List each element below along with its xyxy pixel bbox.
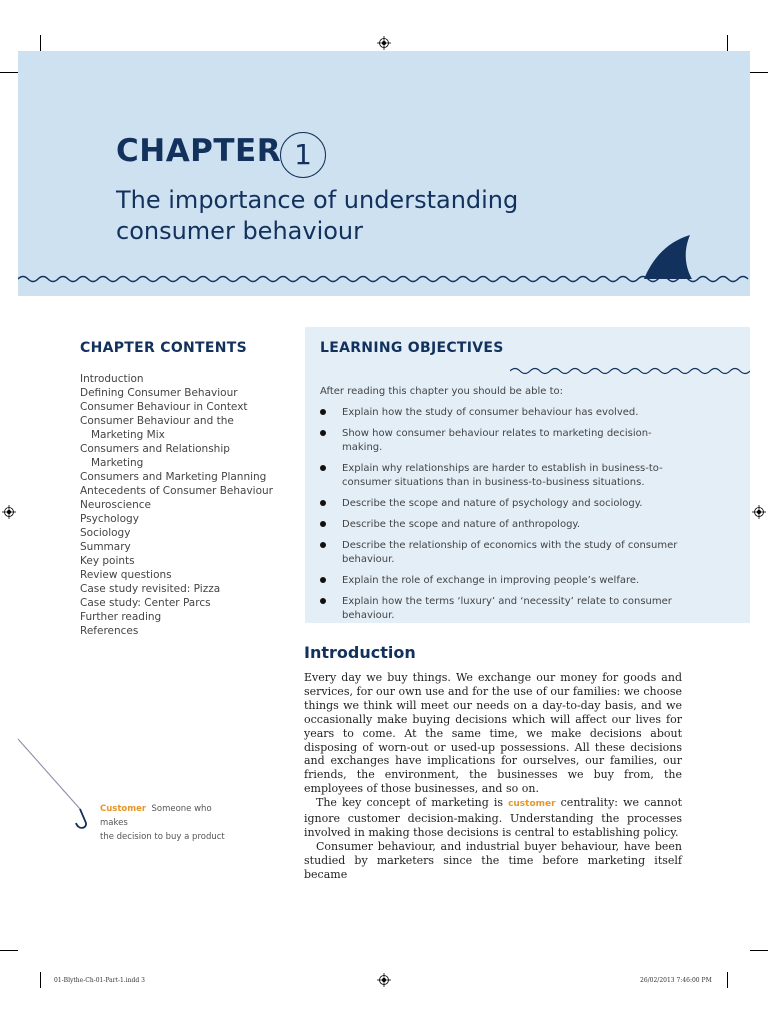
introduction-body bbox=[304, 671, 682, 882]
objective-text: Explain how the study of consumer behaviour has evolved. bbox=[342, 407, 639, 418]
contents-item[interactable]: Consumers and Relationship bbox=[80, 443, 230, 455]
registration-mark-icon bbox=[752, 505, 766, 519]
paragraph-text: centrality: we cannot ignore customer decision-making. Understanding the processes involved in making those decisions is central to establishing policy. bbox=[304, 796, 682, 839]
bullet-icon bbox=[320, 409, 326, 415]
registration-mark-icon bbox=[2, 505, 16, 519]
objective-text: Describe the scope and nature of anthropology. bbox=[342, 519, 581, 530]
crop-mark bbox=[727, 972, 728, 988]
contents-item[interactable]: Antecedents of Consumer Behaviour bbox=[80, 485, 273, 497]
keyword-customer[interactable]: customer bbox=[508, 799, 556, 810]
chapter-title-line: consumer behaviour bbox=[116, 217, 363, 245]
chapter-number: 1 bbox=[280, 132, 326, 178]
contents-item[interactable]: Key points bbox=[80, 555, 135, 567]
objective-text: Explain why relationships are harder to establish in business-to-consumer situations than in business-to-business situations. bbox=[342, 463, 663, 488]
contents-item[interactable]: Case study revisited: Pizza bbox=[80, 583, 221, 595]
chapter-title bbox=[116, 185, 636, 247]
contents-item[interactable]: Consumer Behaviour in Context bbox=[80, 401, 248, 413]
crop-mark bbox=[40, 35, 41, 51]
shark-fin-icon bbox=[640, 233, 696, 281]
objective-text: Explain the role of exchange in improving people’s welfare. bbox=[342, 575, 640, 586]
bullet-icon bbox=[320, 430, 326, 436]
crop-mark bbox=[40, 972, 41, 988]
contents-list bbox=[80, 372, 290, 638]
bullet-icon bbox=[320, 598, 326, 604]
crop-mark bbox=[750, 950, 768, 951]
crop-mark bbox=[0, 72, 18, 73]
introduction-heading: Introduction bbox=[304, 643, 416, 662]
objective-text: Show how consumer behaviour relates to marketing decision-making. bbox=[342, 428, 652, 453]
objective-text: Explain how the terms ‘luxury’ and ‘necessity’ relate to consumer behaviour. bbox=[342, 596, 672, 621]
objective-item bbox=[320, 497, 690, 511]
contents-item[interactable]: Defining Consumer Behaviour bbox=[80, 387, 238, 399]
objective-item bbox=[320, 539, 690, 567]
registration-mark-icon bbox=[377, 36, 391, 50]
objective-item bbox=[320, 427, 690, 455]
crop-mark bbox=[0, 950, 18, 951]
contents-item[interactable]: Psychology bbox=[80, 513, 139, 525]
chapter-title-line: The importance of understanding bbox=[116, 186, 519, 214]
definition-text: the decision to buy a product bbox=[100, 832, 225, 842]
body-paragraph bbox=[304, 796, 682, 840]
bullet-icon bbox=[320, 521, 326, 527]
definition-text: Someone who makes bbox=[100, 804, 212, 828]
learning-objectives-panel bbox=[305, 327, 750, 623]
chapter-label: CHAPTER bbox=[116, 133, 282, 169]
contents-item[interactable]: Further reading bbox=[80, 611, 162, 623]
body-paragraph: Every day we buy things. We exchange our money for goods and services, for our own use and for the use of our families: we choose things we think will meet our needs on a day-to-day basis, and we occasionally make buying decisions which will affect our lives for years to come. At the same time, we make decisions about disposing of worn-out or used-up possessions. All these decisions and exchanges have implications for ourselves, our families, our friends, the environment, the businesses we buy from, the employees of those businesses, and so on. bbox=[304, 671, 682, 796]
contents-item[interactable]: Marketing bbox=[91, 457, 144, 469]
bullet-icon bbox=[320, 542, 326, 548]
crop-mark bbox=[750, 72, 768, 73]
body-paragraph: Consumer behaviour, and industrial buyer behaviour, have been studied by marketers since the time before marketing itself became bbox=[304, 839, 682, 881]
registration-mark-icon bbox=[377, 973, 391, 987]
footer-timestamp: 26/02/2013 7:46:00 PM bbox=[640, 977, 712, 984]
contents-item[interactable]: Sociology bbox=[80, 527, 131, 539]
bullet-icon bbox=[320, 577, 326, 583]
fishing-hook-icon bbox=[14, 735, 94, 830]
contents-item[interactable]: Marketing Mix bbox=[91, 429, 165, 441]
objectives-heading: LEARNING OBJECTIVES bbox=[320, 340, 504, 356]
contents-item[interactable]: Review questions bbox=[80, 569, 172, 581]
contents-item[interactable]: Consumer Behaviour and the bbox=[80, 415, 234, 427]
objective-item bbox=[320, 462, 690, 490]
paragraph-text: The key concept of marketing is bbox=[316, 796, 509, 810]
contents-item[interactable]: References bbox=[80, 625, 139, 637]
contents-item[interactable]: Summary bbox=[80, 541, 131, 553]
contents-item[interactable]: Neuroscience bbox=[80, 499, 151, 511]
objective-item bbox=[320, 406, 690, 420]
bullet-icon bbox=[320, 500, 326, 506]
objective-text: Describe the scope and nature of psychology and sociology. bbox=[342, 498, 643, 509]
chapter-header-band bbox=[18, 51, 750, 296]
contents-item[interactable]: Consumers and Marketing Planning bbox=[80, 471, 267, 483]
objective-text: Describe the relationship of economics with the study of consumer behaviour. bbox=[342, 540, 678, 565]
contents-item[interactable]: Case study: Center Parcs bbox=[80, 597, 211, 609]
objective-item bbox=[320, 595, 690, 623]
footer-file-slug: 01-Blythe-Ch-01-Part-1.indd 3 bbox=[54, 977, 145, 984]
objectives-intro: After reading this chapter you should be able to: bbox=[320, 386, 563, 397]
contents-heading: CHAPTER CONTENTS bbox=[80, 340, 248, 356]
objective-item bbox=[320, 574, 690, 588]
bullet-icon bbox=[320, 465, 326, 471]
objective-item bbox=[320, 518, 690, 532]
wave-divider-icon bbox=[510, 366, 750, 376]
contents-item[interactable]: Introduction bbox=[80, 373, 144, 385]
objectives-list bbox=[320, 406, 690, 630]
definition-term: Customer bbox=[100, 804, 147, 814]
crop-mark bbox=[727, 35, 728, 51]
margin-definition bbox=[100, 802, 235, 844]
